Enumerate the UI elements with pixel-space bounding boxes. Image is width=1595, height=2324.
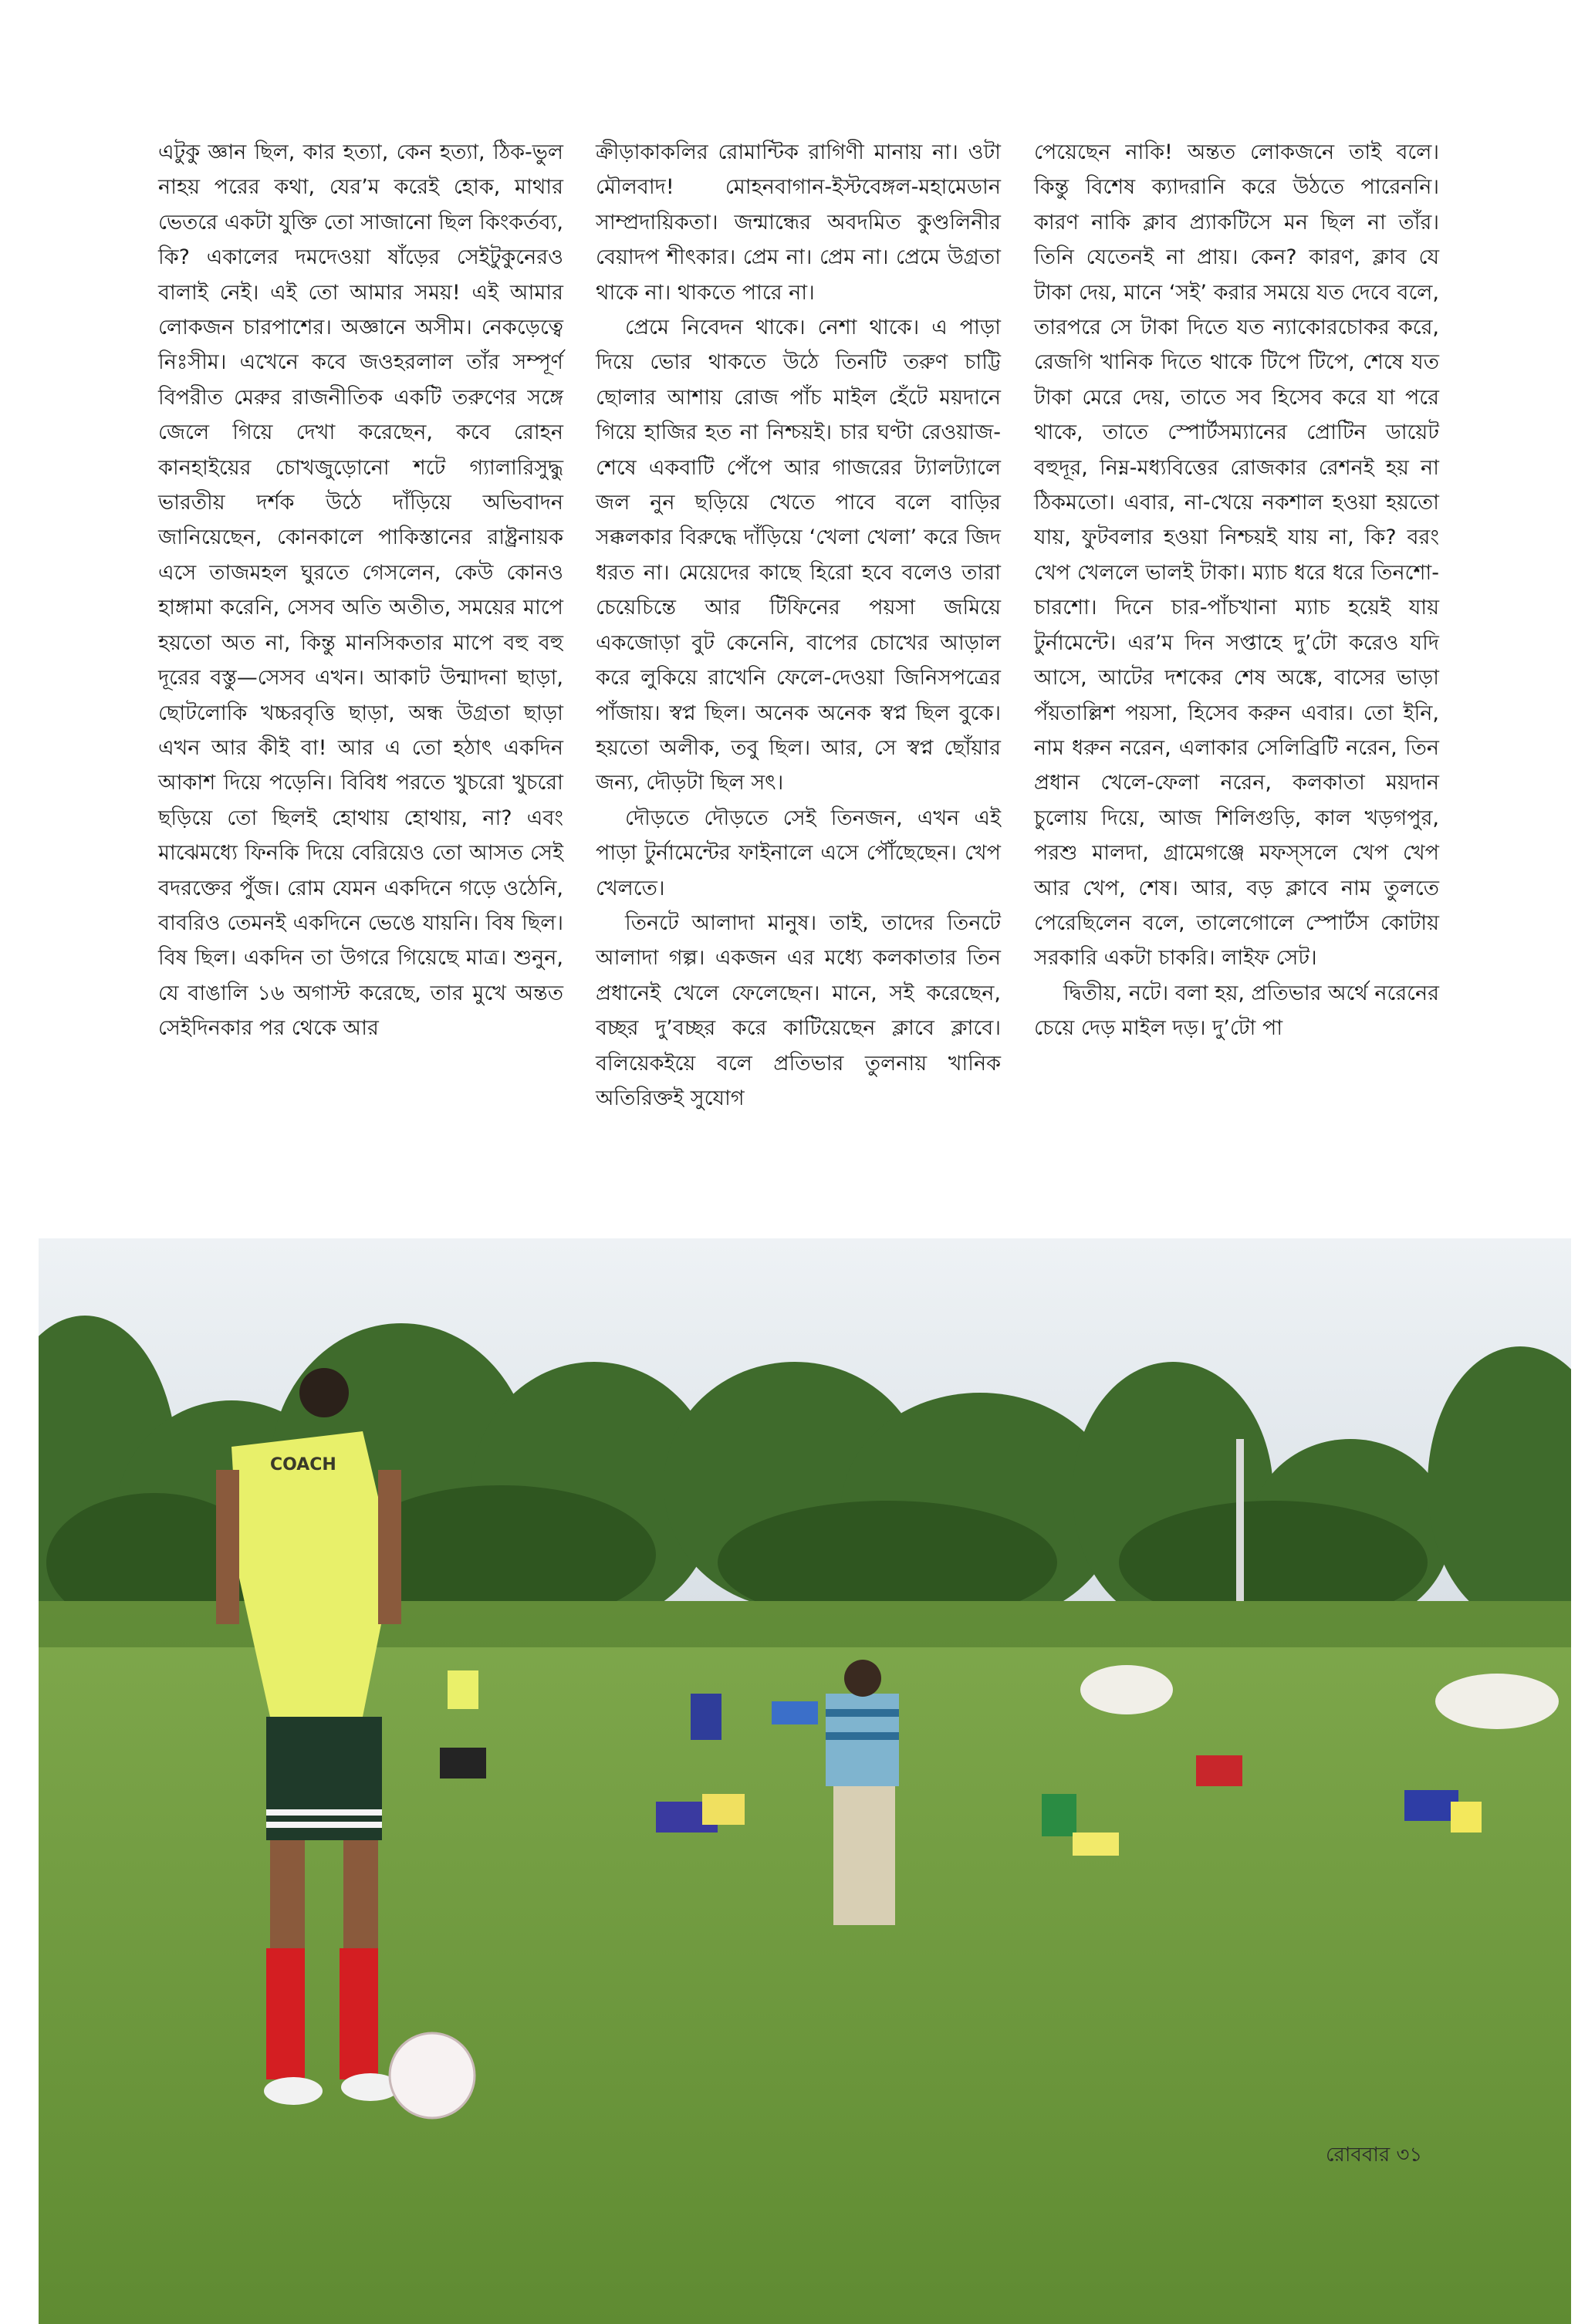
paragraph: পেয়েছেন নাকি! অন্তত লোকজনে তাই বলে। কিন্তু বিশেষ ক্যাদরানি করে উঠতে পারেননি। কারণ নাকি ক্লাব প্র্যাকটিসে মন ছিল না তাঁর। তিনি যেতেনই না প্রায়। কেন? কারণ, ক্লাব যে টাকা দেয়, মানে ‘সই’ করার সময়ে যত দেবে বলে, তারপরে সে টাকা দিতে যত ন্যাকোরচোকর করে, রেজগি খানিক দিতে থাকে টিপে টিপে, শেষে যত টাকা মেরে দেয়, তাতে সব হিসেব করে যা পরে থাকে, তাতে স্পোর্টসম্যানের প্রোটিন ডায়েট বহুদূর, নিম্ন-মধ্যবিত্তের রোজকার রেশনই হয় না ঠিকমতো। এবার, না-খেয়ে নকশাল হওয়া হয়তো যায়, ফুটবলার হওয়া নিশ্চয়ই যায় না, কি? বরং খেপ খেললে ভালই টাকা। ম্যাচ ধরে ধরে তিনশো-চারশো। দিনে চার-পাঁচখানা ম্যাচ হয়েই যায় টুর্নামেন্টে। এর’ম দিন সপ্তাহে দু’টো করেও যদি আসে, আটের দশকের শেষ অঙ্কে, বাসের ভাড়া পঁয়তাল্লিশ পয়সা, হিসেব করুন এবার। তো ইনি, নাম ধরুন নরেন, এলাকার সেলিব্রিটি নরেন, তিন প্রধান খেলে-ফেলা নরেন, কলকাতা ময়দান চুলোয় দিয়ে, আজ শিলিগুড়ি, কাল খড়গপুর, পরশু মালদা, গ্রামেগঞ্জে মফস্সলে খেপ খেপ আর খেপ, শেষ। আর, বড় ক্লাবে নাম তুলতে পেরেছিলেন বলে, তালেগোলে স্পোর্টস কোটায় সরকারি একটা চাকরি। লাইফ সেট। — [1034, 140, 1439, 971]
paragraph: তিনটে আলাদা মানুষ। তাই, তাদের তিনটে আলাদা গল্প। একজন এর মধ্যে কলকাতার তিন প্রধানেই খেলে ফেলেছেন। মানে, সই করেছেন, বচ্ছর দু’বচ্ছর করে কাটিয়েছেন ক্লাবে ক্লাবে। বলিয়েকইয়ে বলে প্রতিভার তুলনায় খানিক অতিরিক্তই সুযোগ — [596, 910, 1001, 1110]
coach-shirt-text: COACH — [270, 1455, 336, 1474]
paragraph: ক্রীড়াকাকলির রোমান্টিক রাগিণী মানায় না। ওটা মৌলবাদ! মোহনবাগান-ইস্টবেঙ্গল-মহামেডান সাম্প্রদায়িকতা। জন্মান্ধের অবদমিত কুণ্ডলিনীর বেয়াদপ শীৎকার। প্রেম না। প্রেম না। প্রেমে উগ্রতা থাকে না। থাকতে পারে না। — [596, 140, 1001, 305]
article-column-3 — [1034, 135, 1439, 1046]
article-column-2 — [596, 135, 1001, 1116]
paragraph: এটুকু জ্ঞান ছিল, কার হত্যা, কেন হত্যা, ঠিক-ভুল নাহয় পরের কথা, যের’ম করেই হোক, মাথার ভেতরে একটা যুক্তি তো সাজানো ছিল কিংকর্তব্য, কি? একালের দমদেওয়া ষাঁড়ের সেইটুকুনেরও বালাই নেই। এই তো আমার সময়! এই আমার লোকজন চারপাশের। অজ্ঞানে অসীম। নেকড়েত্বে নিঃসীম। এখেনে কবে জওহরলাল তাঁর সম্পূর্ণ বিপরীত মেরুর রাজনীতিক একটি তরুণের সঙ্গে জেলে গিয়ে দেখা করেছেন, কবে রোহন কানহাইয়ের চোখজুড়োনো শটে গ্যালারিসুদ্ধু ভারতীয় দর্শক উঠে দাঁড়িয়ে অভিবাদন জানিয়েছেন, কোনকালে পাকিস্তানের রাষ্ট্রনায়ক এসে তাজমহল ঘুরতে গেসলেন, কেউ কোনও হাঙ্গামা করেনি, সেসব অতি অতীত, সময়ের মাপে হয়তো অত না, কিন্তু মানসিকতার মাপে বহু বহু দূরের বস্তু—সেসব এখন। আকাট উন্মাদনা ছাড়া, ছোটলোকি খচ্চরবৃত্তি ছাড়া, অন্ধ উগ্রতা ছাড়া এখন আর কীই বা! আর এ তো হঠাৎ একদিন আকাশ দিয়ে পড়েনি। বিবিধ পরতে খুচরো খুচরো ছড়িয়ে তো ছিলই হোথায় হোথায়, না? এবং মাঝেমধ্যে ফিনকি দিয়ে বেরিয়েও তো আসত সেই বদরক্তের পুঁজ। রোম যেমন একদিনে গড়ে ওঠেনি, বাবরিও তেমনই একদিনে ভেঙে যায়নি। বিষ ছিল। বিষ ছিল। একদিন তা উগরে গিয়েছে মাত্র। শুনুন, যে বাঙালি ১৬ অগাস্ট করেছে, তার মুখে অন্তত সেইদিনকার পর থেকে আর — [158, 140, 563, 1041]
page-footer: রোববার ৩১ — [1326, 2143, 1423, 2167]
paragraph: প্রেমে নিবেদন থাকে। নেশা থাকে। এ পাড়া দিয়ে ভোর থাকতে উঠে তিনটি তরুণ চাট্টি ছোলার আশায় রোজ পাঁচ মাইল হেঁটে ময়দানে গিয়ে হাজির হত না নিশ্চয়ই। চার ঘণ্টা রেওয়াজ-শেষে একবাটি পেঁপে আর গাজরের ট্যালট্যালে জল নুন ছড়িয়ে খেতে পাবে বলে বাড়ির সক্কলকার বিরুদ্ধে দাঁড়িয়ে ‘খেলা খেলা’ করে জিদ ধরত না। মেয়েদের কাছে হিরো হবে বলেও তারা চেয়েচিন্তে আর টিফিনের পয়সা জমিয়ে একজোড়া বুট কেনেনি, বাপের চোখের আড়াল করে লুকিয়ে রাখেনি ফেলে-দেওয়া জিনিসপত্রের পাঁজায়। স্বপ্ন ছিল। অনেক অনেক স্বপ্ন ছিল বুকে। হয়তো অলীক, তবু ছিল। আর, সে স্বপ্ন ছোঁয়ার জন্য, দৌড়টা ছিল সৎ। — [596, 316, 1001, 795]
paragraph: দ্বিতীয়, নটে। বলা হয়, প্রতিভার অর্থে নরেনের চেয়ে দেড় মাইল দড়। দু’টো পা — [1034, 981, 1440, 1041]
article-column-1 — [158, 135, 563, 1046]
paragraph: দৌড়তে দৌড়তে সেই তিনজন, এখন এই পাড়া টুর্নামেন্টের ফাইনালে এসে পৌঁছেছেন। খেপ খেলতে। — [596, 806, 1001, 900]
